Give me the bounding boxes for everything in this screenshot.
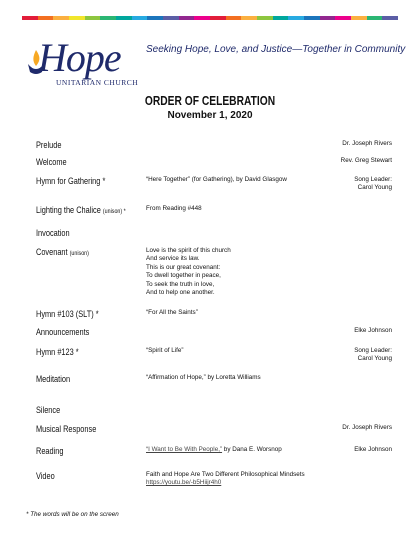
detail-text: To seek the truth in love, [146, 280, 215, 288]
color-stripe-segment [335, 16, 351, 20]
color-stripe-segment [69, 16, 85, 20]
service-item-title: Covenant [36, 247, 68, 257]
service-item-note: (unison) * [102, 208, 126, 215]
detail-text: “Here Together” (for Gathering), by David Glasgow [146, 176, 287, 183]
detail-text: Love is the spirit of this church [146, 247, 231, 254]
service-item-leader [354, 446, 392, 454]
color-stripe-segment [367, 16, 383, 20]
tagline: Seeking Hope, Love, and Justice—Together in Community [146, 44, 406, 55]
service-item-detail [146, 176, 306, 184]
color-stripe-segment [226, 16, 242, 20]
color-stripe-segment [273, 16, 289, 20]
service-item-detail [146, 347, 306, 355]
leader-text: Elke Johnson [354, 327, 392, 334]
detail-text: To dwell together in peace, [146, 272, 221, 280]
service-item-leader [354, 347, 392, 364]
leader-text: Song Leader: [354, 347, 392, 354]
color-stripe-segment [132, 16, 148, 20]
service-item-title: Silence [36, 405, 61, 415]
leader-text: Dr. Joseph Rivers [342, 140, 392, 147]
service-item-label [36, 347, 79, 357]
detail-text: And service its law. [146, 255, 200, 263]
color-stripe-segment [163, 16, 179, 20]
leader-text: Carol Young [357, 355, 392, 363]
service-item-title: Hymn for Gathering * [36, 176, 106, 186]
service-item-title: Musical Response [36, 424, 97, 434]
service-item-label [36, 140, 61, 150]
service-item-label [36, 446, 63, 456]
service-item-title: Reading [36, 446, 64, 456]
color-stripe-segment [85, 16, 101, 20]
detail-link[interactable]: https://youtu.be/-b5Hiijr4h0 [146, 479, 222, 487]
detail-link[interactable]: “I Want to Be With People,” [146, 446, 223, 453]
service-item-leader [341, 157, 392, 165]
color-stripe-segment [194, 16, 210, 20]
color-stripe-segment [304, 16, 320, 20]
color-stripe-segment [320, 16, 336, 20]
service-item-leader [342, 424, 392, 432]
service-item-label [36, 327, 89, 337]
detail-text: Faith and Hope Are Two Different Philosophical Mindsets [146, 471, 305, 478]
service-item-title: Hymn #123 * [36, 347, 79, 357]
service-item-detail [146, 309, 306, 317]
service-item-leader [354, 327, 392, 335]
logo-subtitle: UNITARIAN CHURCH [56, 78, 139, 87]
leader-text: Elke Johnson [354, 446, 392, 453]
service-item-leader [354, 176, 392, 193]
service-item-label [36, 176, 105, 186]
service-item-label [36, 309, 99, 319]
footnote: * The words will be on the screen [26, 511, 119, 518]
color-stripe-bar [22, 16, 398, 20]
service-item-label [36, 205, 126, 215]
color-stripe-segment [100, 16, 116, 20]
detail-text: “Spirit of Life” [146, 347, 184, 354]
service-item-detail [146, 374, 306, 382]
color-stripe-segment [53, 16, 69, 20]
service-item-title: Welcome [36, 157, 67, 167]
service-item-label [36, 424, 96, 434]
service-date: November 1, 2020 [167, 110, 253, 121]
service-item-title: Announcements [36, 327, 90, 337]
service-item-detail [146, 247, 306, 297]
church-logo [26, 34, 146, 96]
service-item-title: Hymn #103 (SLT) * [36, 309, 99, 319]
color-stripe-segment [22, 16, 38, 20]
color-stripe-segment [351, 16, 367, 20]
service-item-label [36, 228, 70, 238]
detail-text: “Affirmation of Hope,” by Loretta Williams [146, 374, 261, 381]
service-item-title: Lighting the Chalice [36, 205, 101, 215]
service-item-detail [146, 446, 306, 454]
detail-text: This is our great covenant: [146, 263, 221, 271]
service-item-detail [146, 471, 306, 488]
color-stripe-segment [210, 16, 226, 20]
color-stripe-segment [38, 16, 54, 20]
service-item-title: Invocation [36, 228, 70, 238]
detail-text: by Dana E. Worsnop [222, 446, 282, 453]
service-item-detail [146, 205, 306, 213]
service-item-title: Prelude [36, 140, 62, 150]
color-stripe-segment [179, 16, 195, 20]
color-stripe-segment [288, 16, 304, 20]
service-item-note: (unison) [69, 250, 89, 257]
service-item-label [36, 471, 55, 481]
leader-text: Rev. Greg Stewart [340, 157, 392, 164]
color-stripe-segment [257, 16, 273, 20]
leader-text: Song Leader: [354, 176, 392, 183]
service-item-label [36, 247, 89, 257]
service-item-label [36, 157, 67, 167]
color-stripe-segment [241, 16, 257, 20]
service-item-leader [342, 140, 392, 148]
detail-text: “For All the Saints” [146, 309, 198, 316]
service-item-title: Meditation [36, 374, 71, 384]
service-item-title: Video [36, 471, 55, 481]
detail-text: From Reading #448 [146, 205, 202, 212]
color-stripe-segment [147, 16, 163, 20]
color-stripe-segment [116, 16, 132, 20]
detail-text: And to help one another. [146, 289, 215, 297]
logo-wordmark: Hope [38, 35, 121, 80]
page-title: ORDER OF CELEBRATION [144, 94, 276, 108]
service-item-label [36, 405, 60, 415]
service-item-label [36, 374, 70, 384]
leader-text: Dr. Joseph Rivers [342, 424, 392, 431]
leader-text: Carol Young [357, 184, 392, 192]
color-stripe-segment [382, 16, 398, 20]
